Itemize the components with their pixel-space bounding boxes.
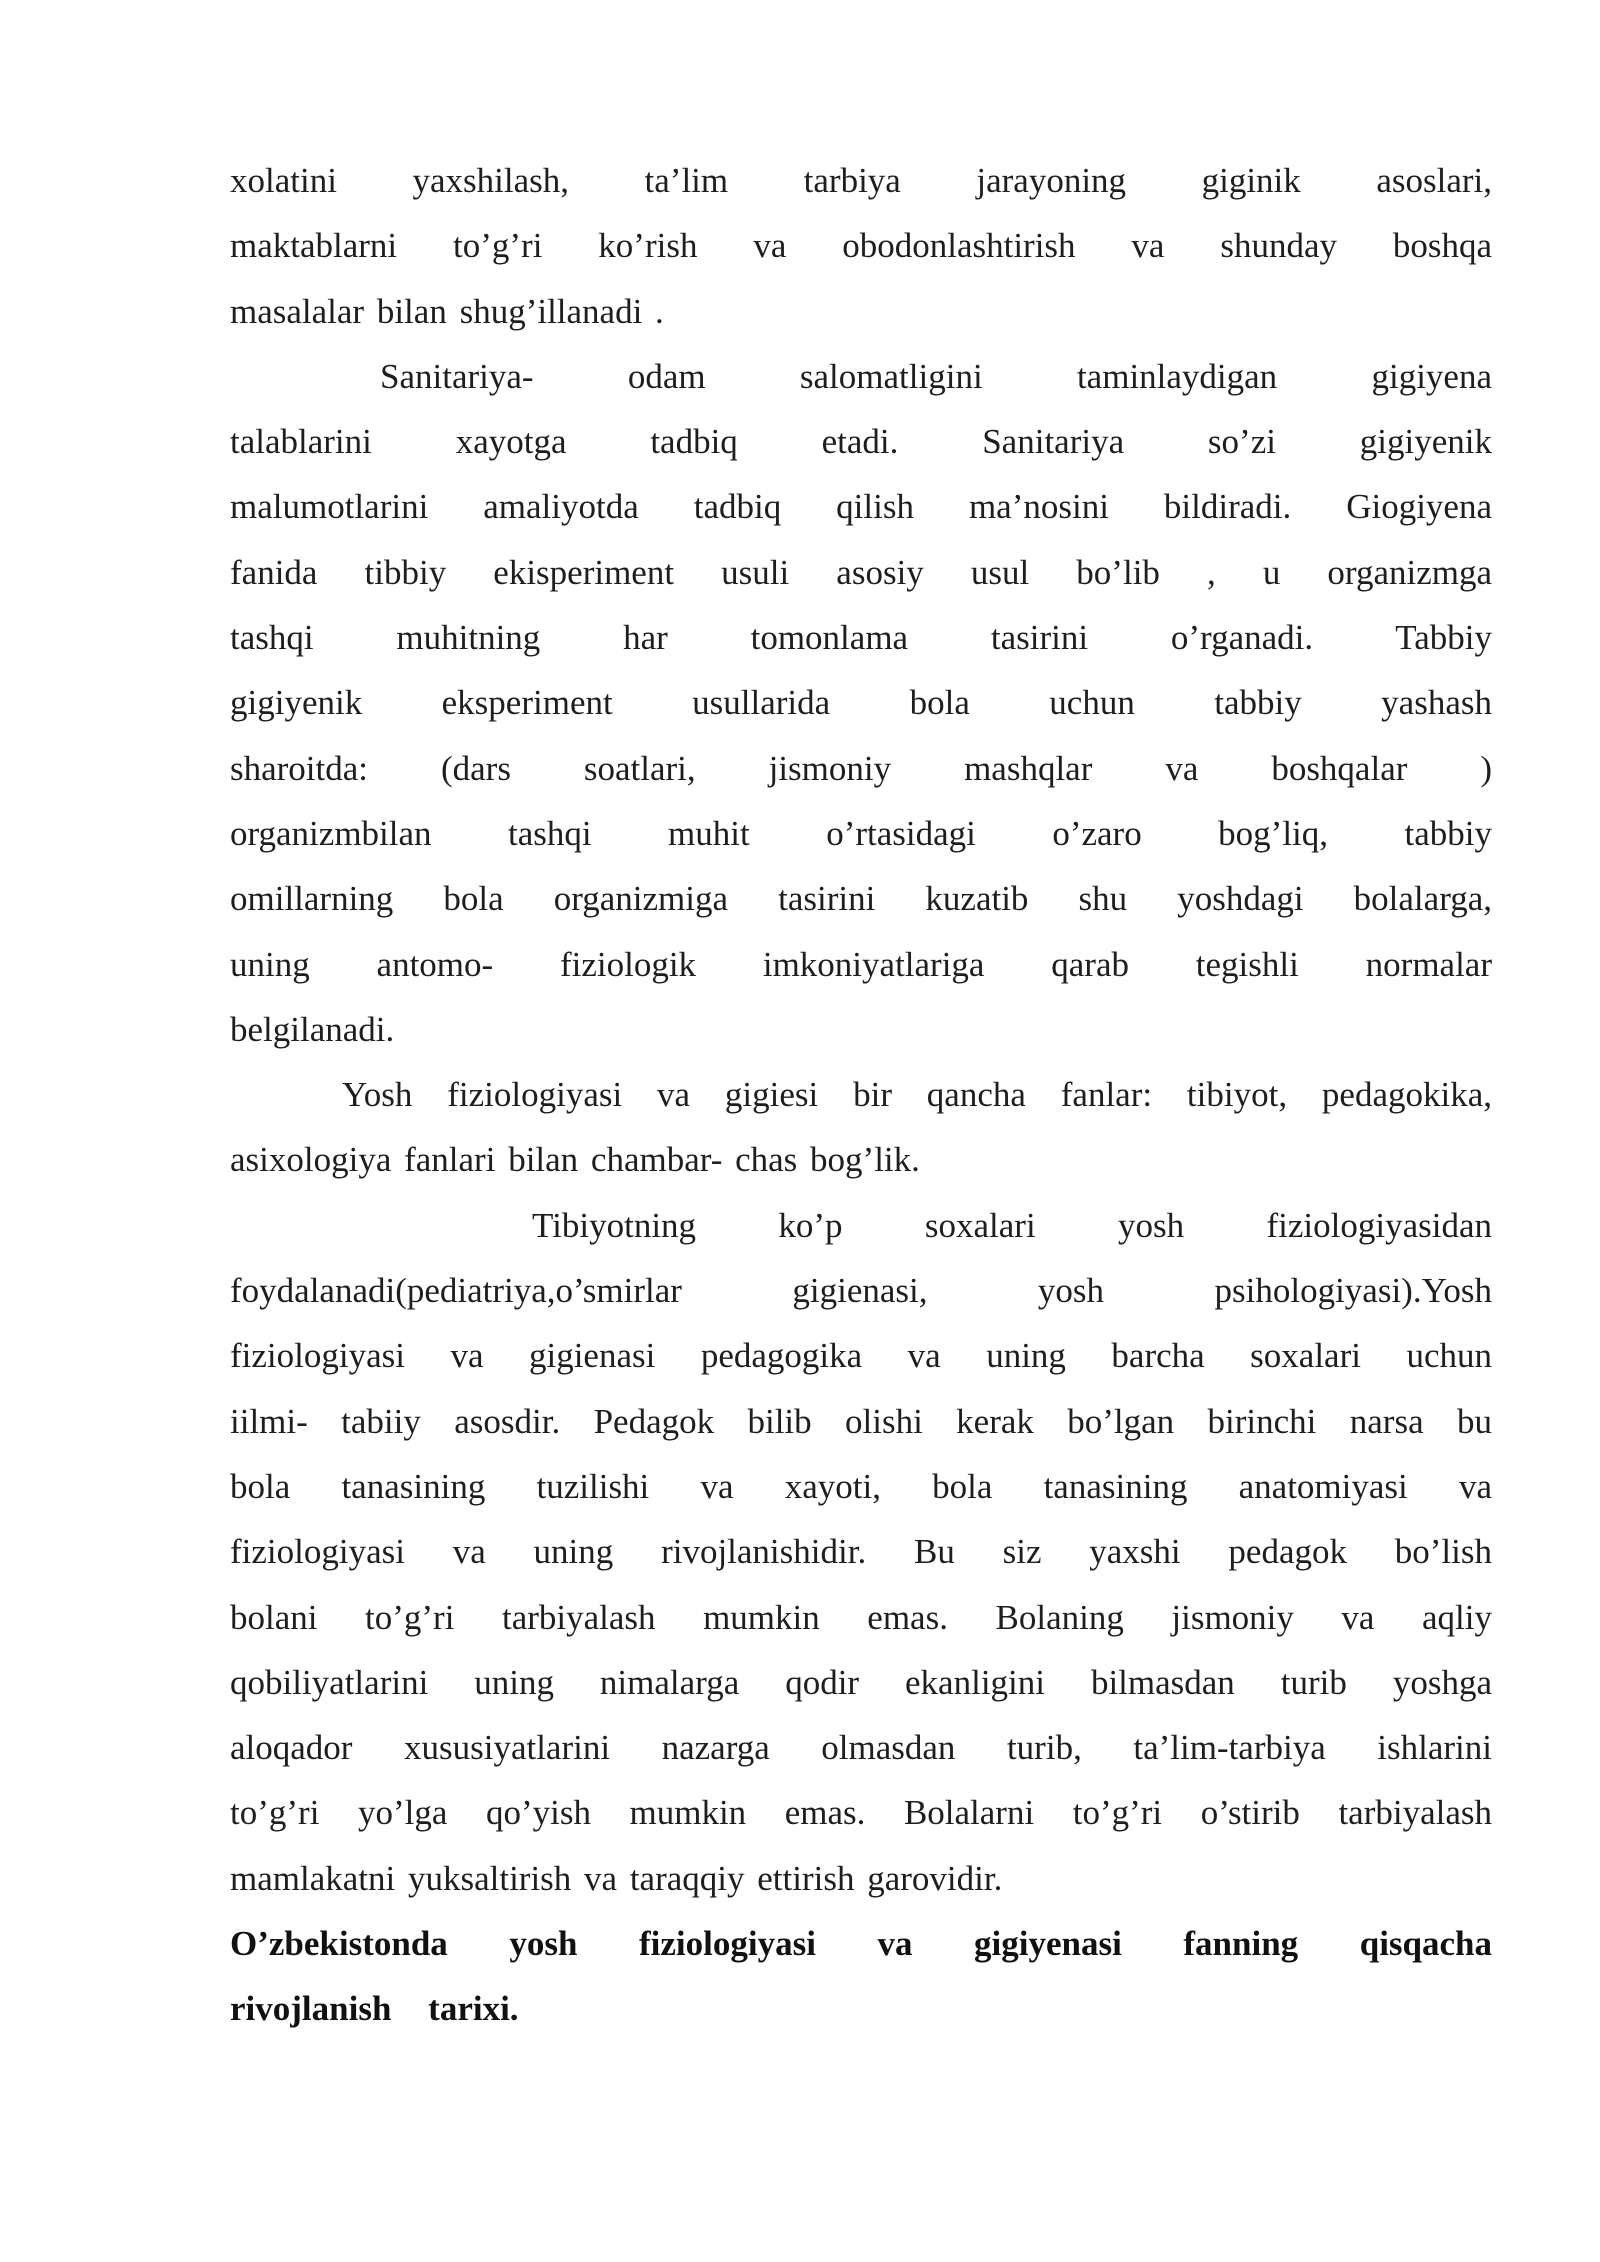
text-line: aloqador xususiyatlarini nazarga olmasdan turib, ta’lim-tarbiya ishlarini	[230, 1728, 1492, 1768]
text-line: omillarning bola organizmiga tasirini kuzatib shu yoshdagi bolalarga,	[230, 879, 1492, 919]
paragraph-related-sciences	[230, 1062, 1492, 1193]
text-line: tashqi muhitning har tomonlama tasirini o’rganadi. Tabbiy	[230, 618, 1492, 658]
text-line: bola tanasining tuzilishi va xayoti, bola tanasining anatomiyasi va	[230, 1466, 1492, 1506]
text-line: Tibiyotning ko’p soxalari yosh fiziologiyasidan	[532, 1205, 1492, 1245]
text-line: talablarini xayotga tadbiq etadi. Sanitariya so’zi gigiyenik	[230, 422, 1492, 462]
paragraph-hygiene-tasks	[230, 148, 1492, 344]
text-line: Yosh fiziologiyasi va gigiesi bir qancha fanlar: tibiyot, pedagokika,	[342, 1075, 1492, 1115]
text-line: xolatini yaxshilash, ta’lim tarbiya jarayoning giginik asoslari,	[230, 161, 1492, 200]
text-line: malumotlarini amaliyotda tadbiq qilish ma’nosini bildiradi. Giogiyena	[230, 487, 1492, 527]
text-line: maktablarni to’g’ri ko’rish va obodonlashtirish va shunday boshqa	[230, 226, 1492, 266]
text-line: organizmbilan tashqi muhit o’rtasidagi o’zaro bog’liq, tabbiy	[230, 813, 1492, 853]
text-line: qobiliyatlarini uning nimalarga qodir ekanligini bilmasdan turib yoshga	[230, 1662, 1492, 1702]
text-line: foydalanadi(pediatriya,o’smirlar gigienasi, yosh psihologiyasi).Yosh	[230, 1271, 1492, 1311]
text-line: Sanitariya- odam salomatligini taminlaydigan gigiyena	[380, 356, 1492, 396]
text-line: masalalar bilan shug’illanadi .	[230, 291, 664, 331]
document-body	[230, 148, 1492, 2042]
text-line: iilmi- tabiiy asosdir. Pedagok bilib olishi kerak bo’lgan birinchi narsa bu	[230, 1401, 1492, 1441]
text-line: uning antomo- fiziologik imkoniyatlariga qarab tegishli normalar	[230, 944, 1492, 984]
heading-line: rivojlanish tarixi.	[230, 1989, 519, 2029]
section-heading	[230, 1911, 1492, 2042]
text-line: bolani to’g’ri tarbiyalash mumkin emas. Bolaning jismoniy va aqliy	[230, 1597, 1492, 1637]
text-line: fiziologiyasi va gigienasi pedagogika va uning barcha soxalari uchun	[230, 1336, 1492, 1376]
text-line: fiziologiyasi va uning rivojlanishidir. Bu siz yaxshi pedagok bo’lish	[230, 1532, 1492, 1572]
text-line: mamlakatni yuksaltirish va taraqqiy ettirish garovidir.	[230, 1858, 1003, 1898]
text-line: asixologiya fanlari bilan chambar- chas bog’lik.	[230, 1140, 920, 1180]
heading-line: O’zbekistonda yosh fiziologiyasi va gigiyenasi fanning qisqacha	[230, 1924, 1492, 1964]
text-line: to’g’ri yo’lga qo’yish mumkin emas. Bolalarni to’g’ri o’stirib tarbiyalash	[230, 1793, 1492, 1833]
text-line: sharoitda: (dars soatlari, jismoniy mashqlar va boshqalar )	[230, 748, 1492, 788]
text-line: belgilanadi.	[230, 1009, 395, 1049]
text-line: fanida tibbiy ekisperiment usuli asosiy usul bo’lib , u organizmga	[230, 552, 1492, 592]
text-line: gigiyenik eksperiment usullarida bola uchun tabbiy yashash	[230, 683, 1492, 723]
paragraph-sanitation	[230, 344, 1492, 1062]
paragraph-medicine-pedagogy	[230, 1193, 1492, 1911]
